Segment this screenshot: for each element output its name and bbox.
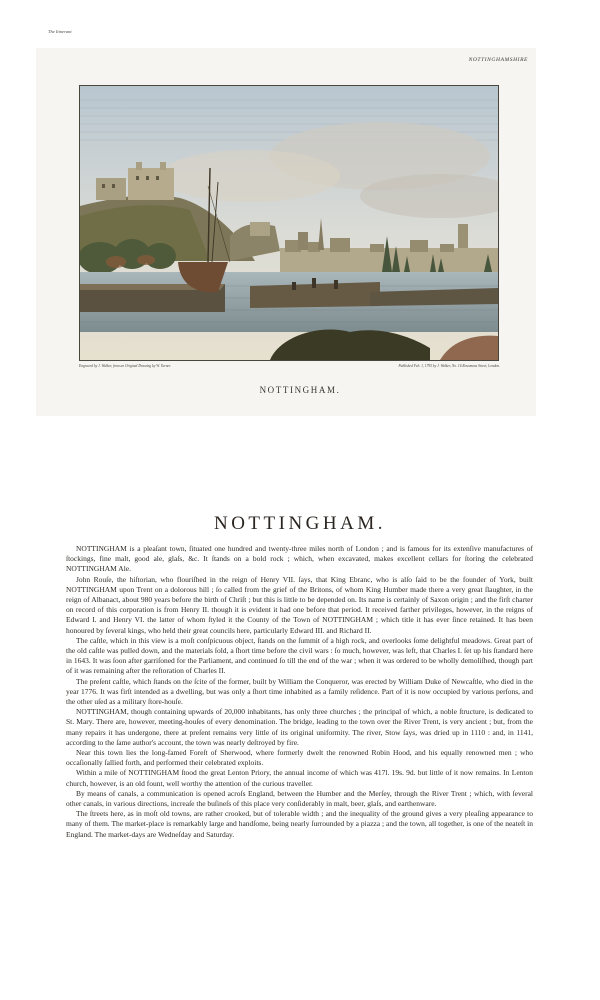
paragraph: Within a mile of NOTTINGHAM ſtood the great Lenton Priory, the annual income of which was 417l. 19s. 9d. but little of it now remains. In Lenton church, however, is an old fount, well worthy the attention of the curious traveller. bbox=[66, 768, 533, 788]
paragraph: NOTTINGHAM, though containing upwards of 20,000 inhabitants, has only three churches ; the principal of which, a noble ſtructure, is dedicated to St. Mary. There are, however, meeting-houſes of every denomination. The bridge, leading to the town over the River Trent, is very ancient ; but, from the many repairs it has undergone, there at preſent remains very little of its original uniformity. The river, Stow ſays, was dried up in 1110 : and, in 1141, according to the ſame author's account, the town was nearly deſtroyed by fire. bbox=[66, 707, 533, 747]
article-text bbox=[66, 544, 533, 840]
paragraph: The ſtreets here, as in moſt old towns, are rather crooked, but of tolerable width ; and the inequality of the ground gives a very pleaſing appearance to many of them. The market-place is remarkably large and handſome, being nearly ſurrounded by a piazza ; and the town, all together, is one of the neateſt in England. The market-days are Wedneſday and Saturday. bbox=[66, 809, 533, 839]
plate-header: NOTTINGHAMSHIRE bbox=[468, 57, 528, 63]
paragraph: John Rouſe, the hiſtorian, who flouriſhed in the reign of Henry VII. ſays, that King Ebranc, who is alſo ſaid to be the founder of York, built NOTTINGHAM upon Trent on a dolorous hill ; ſo called from the grief of the Britons, of whom King Humber made there a very great ſlaughter, in the reign of Albanact, about 980 years before the birth of Chriſt ; but this is little to be depended on. Its name is certainly of Saxon origin ; and the firſt charter on record of this corporation is from Henry II. though it is evident it had one before that period. It received farther privileges, however, in the reigns of Edward I. and Henry VI. the latter of whom ſtyled it the County of the Town of NOTTINGHAM ; which title it has ever ſince retained. It has been honoured by ſeveral kings, who held their great councils here, particularly Edward III. and Richard II. bbox=[66, 574, 533, 635]
page-title: NOTTINGHAM. bbox=[213, 513, 386, 534]
paragraph: By means of canals, a communication is opened acroſs England, between the Humber and the Merſey, through the River Trent ; which, with ſeveral other canals, in various directions, increaſe the buſineſs of this place very conſiderably in malt, beer, glaſs, and earthenware. bbox=[66, 788, 533, 809]
paragraph: NOTTINGHAM is a pleaſant town, ſituated one hundred and twenty-three miles north of London ; and is famous for its extenſive manufactures of ſtockings, fine malt, good ale, glaſs, &c. It ſtands on a bold rock ; which, when excavated, makes excellent cellars for ſtoring the celebrated NOTTINGHAM Ale. bbox=[66, 544, 533, 574]
engraving-image bbox=[79, 85, 499, 361]
plate-caption: NOTTINGHAM. bbox=[259, 385, 341, 395]
plate-inscription: The Itinerant bbox=[48, 29, 72, 34]
paragraph: The caſtle, which in this view is a moſt conſpicuous object, ſtands on the ſummit of a high rock, and overlooks ſome delightful meadows. Great part of the old caſtle was pulled down, and the materials ſold, a ſhort time before the civil wars : ſo much, however, was left, that Charles I. ſet up his ſtandard here in 1643. It was ſoon after garriſoned for the Parliament, and continued ſo till the end of the war ; when it was ordered to be wholly demoliſhed, though part of it was remaining after the reſtoration of Charles II. bbox=[66, 635, 533, 676]
publisher-credit: Published Feb. 1, 1795 by J. Walker, No. 16 Rosomans Street, London. bbox=[398, 364, 500, 368]
paragraph: The preſent caſtle, which ſtands on the ſcite of the former, built by William the Conqueror, was erected by William Duke of Newcaſtle, who died in the year 1776. It was firſt intended as a dwelling, but was only a ſhort time inhabited as a family reſidence. Part of it is now occupied by various perſons, and the other uſed as a military ſtore-houſe. bbox=[66, 676, 533, 707]
nottingham-view-illustration bbox=[80, 86, 498, 360]
engraver-credit: Engraved by J. Walker, from an Original Drawing by W. Turner. bbox=[79, 364, 172, 368]
paragraph: Near this town lies the long-famed Foreſt of Sherwood, where formerly dwelt the renowned Robin Hood, and his equally renowned men ; who occaſionally ſallied forth, and performed their celebrated exploits. bbox=[66, 748, 533, 768]
